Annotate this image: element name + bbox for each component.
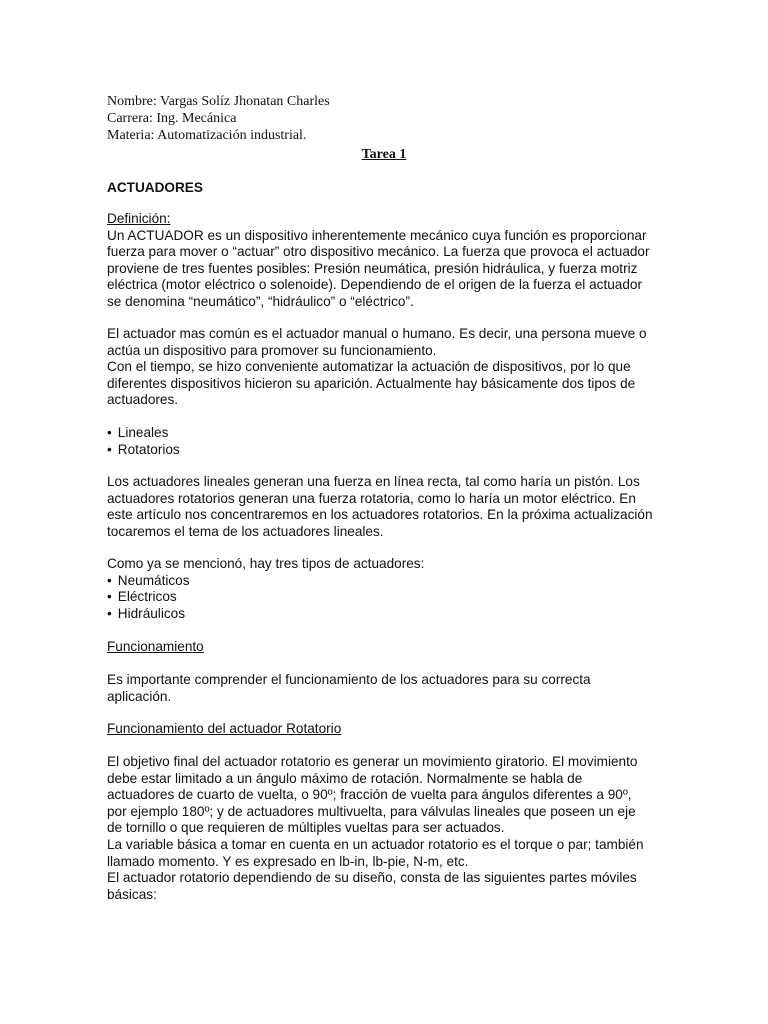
definition-line: proviene de tres fuentes posibles: Presión neumática, presión hidráulica, y fuerza motriz bbox=[107, 260, 638, 276]
paragraph-line: por ejemplo 180º; y de actuadores multivuelta, para válvulas lineales que poseen un eje bbox=[107, 803, 636, 819]
paragraph-line: actuadores rotatorios generan una fuerza rotatoria, como lo haría un motor eléctrico. En bbox=[107, 490, 636, 506]
document-title: ACTUADORES bbox=[107, 180, 203, 195]
paragraph-line: llamado momento. Y es expresado en lb-in, lb-pie, N-m, etc. bbox=[107, 853, 469, 869]
paragraph-line: actuadores. bbox=[107, 392, 179, 408]
functioning-section bbox=[107, 672, 667, 705]
rotary-section bbox=[107, 754, 667, 903]
linear-actuators-section bbox=[107, 474, 667, 540]
list-item: • Rotatorios bbox=[107, 442, 667, 459]
career: Carrera: Ing. Mecánica bbox=[107, 111, 237, 126]
motion-types-list bbox=[107, 425, 667, 458]
definition-heading: Definición: bbox=[107, 211, 171, 226]
section-heading: Funcionamiento del actuador Rotatorio bbox=[107, 721, 342, 736]
paragraph-line: diferentes dispositivos hicieron su aparición. Actualmente hay básicamente dos tipos de bbox=[107, 375, 636, 391]
section-heading: Funcionamiento bbox=[107, 639, 204, 654]
paragraph-line: El objetivo final del actuador rotatorio es generar un movimiento giratorio. El movimiento bbox=[107, 754, 638, 769]
paragraph-line: básicas: bbox=[107, 886, 157, 902]
definition-line: fuerza para mover o “actuar” otro dispositivo mecánico. La fuerza que provoca el actuador bbox=[107, 244, 650, 260]
paragraph-line: El actuador mas común es el actuador manual o humano. Es decir, una persona mueve o bbox=[107, 326, 647, 341]
paragraph-line: Es importante comprender el funcionamiento de los actuadores para su correcta bbox=[107, 672, 591, 687]
common-actuator-section bbox=[107, 326, 667, 409]
paragraph-line: aplicación. bbox=[107, 688, 172, 704]
paragraph-line: Con el tiempo, se hizo conveniente automatizar la actuación de dispositivos, por lo que bbox=[107, 359, 631, 375]
student-name: Nombre: Vargas Solíz Jhonatan Charles bbox=[107, 94, 330, 109]
paragraph-line: La variable básica a tomar en cuenta en un actuador rotatorio es el torque o par; también bbox=[107, 836, 644, 852]
list-item: • Eléctricos bbox=[107, 589, 667, 606]
list-item: • Lineales bbox=[107, 425, 667, 442]
paragraph-line: El actuador rotatorio dependiendo de su diseño, consta de las siguientes partes móviles bbox=[107, 870, 637, 886]
paragraph-line: debe estar limitado a un ángulo máximo de rotación. Normalmente se habla de bbox=[107, 770, 583, 786]
subject: Materia: Automatización industrial. bbox=[107, 128, 307, 143]
rotary-heading bbox=[107, 721, 667, 738]
functioning-heading bbox=[107, 639, 667, 656]
paragraph-line: actúa un dispositivo para promover su funcionamiento. bbox=[107, 342, 437, 358]
header-block bbox=[107, 93, 330, 144]
definition-line: se denomina “neumático”, “hidráulico” o “eléctrico”. bbox=[107, 293, 414, 309]
definition-section bbox=[107, 211, 667, 311]
paragraph-line: actuadores de cuarto de vuelta, o 90º; fracción de vuelta para ángulos diferentes a 90º, bbox=[107, 787, 632, 803]
actuator-types-section bbox=[107, 556, 667, 622]
list-item: • Hidráulicos bbox=[107, 606, 667, 623]
assignment-title-row bbox=[0, 147, 768, 163]
definition-line: Un ACTUADOR es un dispositivo inherentemente mecánico cuya función es proporcionar bbox=[107, 227, 647, 243]
paragraph-line: Como ya se mencionó, hay tres tipos de actuadores: bbox=[107, 556, 425, 571]
paragraph-line: este artículo nos concentraremos en los actuadores rotatorios. En la próxima actualización bbox=[107, 507, 653, 523]
paragraph-line: de tornillo o que requieren de múltiples vueltas para ser actuados. bbox=[107, 820, 505, 836]
list-item: • Neumáticos bbox=[107, 573, 667, 590]
definition-line: eléctrica (motor eléctrico o solenoide). Dependiendo de el origen de la fuerza el actuador bbox=[107, 277, 643, 293]
assignment-title: Tarea 1 bbox=[361, 147, 407, 162]
paragraph-line: Los actuadores lineales generan una fuerza en línea recta, tal como haría un pistón. Los bbox=[107, 474, 640, 489]
paragraph-line: tocaremos el tema de los actuadores lineales. bbox=[107, 523, 384, 539]
